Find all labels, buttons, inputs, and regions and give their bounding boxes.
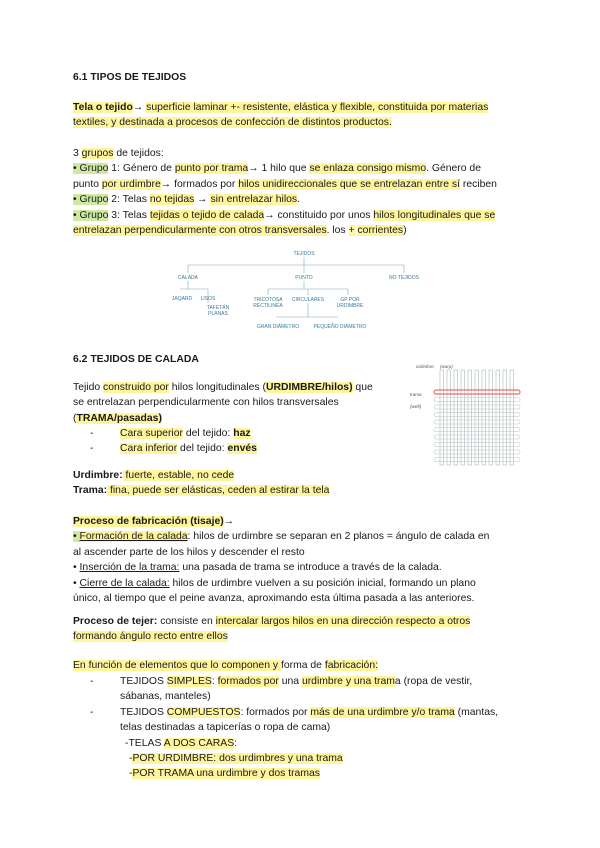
text: hilos de urdimbre vuelven a su posición inicial, formando un plano <box>169 577 476 589</box>
text: único, al tiempo que el peine avanza, aproximando esta última pasada a las anteriores. <box>73 593 475 605</box>
urdimbre-label: Urdimbre: <box>73 470 123 481</box>
text: TEJIDOS <box>120 676 167 687</box>
text: una <box>278 676 302 687</box>
urdimbre-term: URDIMBRE/hilos) <box>265 382 353 393</box>
text: En función de elementos que lo componen y <box>73 660 281 671</box>
por-urdimbre-line <box>73 753 343 764</box>
process-title: Proceso de fabricación (tisaje) <box>73 516 224 527</box>
text: por urdimbre <box>101 178 161 190</box>
text: COMPUESTOS <box>166 706 241 718</box>
section-title-calada: 6.2 TEJIDOS DE CALADA <box>73 354 199 365</box>
groups-word: grupos <box>81 148 114 159</box>
tree-tricotosa: TRICOTOSA <box>253 297 283 303</box>
text: fuerte, estable, no cede <box>122 470 235 481</box>
definition-paragraph <box>73 100 527 131</box>
text: tejidas o tejido de calada <box>149 209 265 221</box>
tree-planas: PLANAS <box>208 311 228 317</box>
text: corrientes <box>357 225 404 237</box>
text: Cara inferior <box>120 443 178 455</box>
group-3-label: • Grupo <box>73 209 109 221</box>
tree-no-tejidos: NO TEJIDOS <box>389 275 419 281</box>
definition-term: Tela o tejido <box>73 102 133 113</box>
warp-thread <box>482 370 486 465</box>
warp-thread <box>468 370 472 465</box>
text: no tejidas <box>149 194 195 206</box>
warp-thread <box>461 370 465 465</box>
text: fina, puede ser elásticas, ceden al estirar la tela <box>107 485 330 497</box>
arrow: → <box>223 516 235 527</box>
fabric-types-diagram <box>168 245 440 333</box>
text: punto <box>73 178 102 190</box>
text: telas destinadas a tapicerías o ropa de cama) <box>120 722 331 734</box>
text: Formación de la calada <box>79 531 188 543</box>
text: . los <box>326 225 349 237</box>
section-title-tipos: 6.1 TIPOS DE TEJIDOS <box>73 72 187 83</box>
text: 2: Telas <box>108 194 150 206</box>
text: . Género de <box>426 163 481 175</box>
group-1-label: • Grupo <box>73 163 109 175</box>
tree-punto: PUNTO <box>295 275 313 281</box>
weave-diagram <box>410 360 530 470</box>
text: : <box>234 737 238 749</box>
text: → formados por <box>160 178 239 190</box>
urdimbre-trama-defs <box>73 468 527 499</box>
text: : hilos de urdimbre se separan en 2 planos = ángulo de calada en <box>187 531 490 543</box>
tree-calada: CALADA <box>177 275 199 281</box>
text: más de una urdimbre y/o trama <box>310 706 455 718</box>
bullet: • <box>73 577 80 589</box>
weaving-paragraph <box>73 614 527 645</box>
text: Cara superior <box>120 428 183 439</box>
weave-warp-label-en: (warp) <box>440 364 453 369</box>
text: sábanas, manteles) <box>120 691 211 703</box>
tree-circulares: CIRCULARES <box>291 297 325 303</box>
tree-gp-por: GP POR <box>340 297 360 303</box>
warp-thread <box>503 370 507 465</box>
warp-thread <box>510 370 514 465</box>
process-paragraph <box>73 514 527 606</box>
tree-tafetan: TAFETÁN <box>206 305 230 311</box>
warp-thread <box>496 370 500 465</box>
text: entrelazan perpendicularmente con otros transversales <box>73 225 327 237</box>
text: sin entrelazar hilos <box>210 194 298 206</box>
text: - <box>129 753 133 765</box>
text: 1: Género de <box>108 163 175 175</box>
text: que <box>352 382 373 393</box>
dash: - <box>90 443 94 455</box>
text: : formados por <box>240 706 311 718</box>
text: A DOS CARAS <box>163 737 235 749</box>
tree-root: TEJIDOS <box>293 251 315 257</box>
por-trama-line <box>73 768 320 779</box>
tree-jaqard: JAQARD <box>171 296 193 302</box>
text: del tejido: <box>177 443 228 455</box>
dash: - <box>90 428 94 439</box>
warp-thread <box>440 370 444 465</box>
bullet: • <box>73 531 80 543</box>
text: → constituido por unos <box>264 209 374 221</box>
warp-thread <box>489 370 493 465</box>
text: + <box>348 225 355 237</box>
dash: - <box>90 706 94 718</box>
text: formando ángulo recto entre ellos <box>73 631 228 643</box>
text: 3 <box>73 148 82 159</box>
bullet: • <box>73 562 80 574</box>
text: SIMPLES <box>166 676 212 687</box>
text: TEJIDOS <box>120 706 167 718</box>
tree-rectilinea: RECTILINEA <box>253 303 283 309</box>
text: consiste en <box>157 616 216 627</box>
text: ( <box>73 412 77 424</box>
text: dos urdimbres y una trama <box>219 753 343 765</box>
warp-thread <box>475 370 479 465</box>
text: . <box>297 194 300 206</box>
text: de tejidos: <box>113 148 164 159</box>
text: reciben <box>460 178 497 190</box>
text: se entrelazan perpendicularmente con hilos transversales <box>73 397 339 409</box>
definition-text-1: superficie laminar +- resistente, elástica y flexible, constituida por materias <box>146 102 489 113</box>
text: se enlaza consigo mismo <box>309 163 427 175</box>
text: Inserción de la trama: <box>79 562 180 574</box>
warp-thread <box>447 370 451 465</box>
text: intercalar largos hilos en una dirección respecto a otros <box>215 616 471 627</box>
trama-label: Trama: <box>73 485 108 497</box>
weave-weft-label-en: (weft) <box>410 404 422 409</box>
text: → <box>194 194 211 206</box>
haz-term: haz <box>233 428 251 439</box>
elements-list <box>73 674 527 782</box>
text: hilos longitudinales ( <box>168 382 266 393</box>
text: punto por trama <box>174 163 249 175</box>
text: → 1 hilo que <box>248 163 310 175</box>
enves-term: envés <box>227 443 257 455</box>
text: urdimbre y una tram <box>301 676 395 687</box>
text: : <box>211 676 218 687</box>
elements-intro <box>73 658 527 673</box>
calada-paragraph <box>73 380 393 426</box>
text: ) <box>403 225 407 237</box>
tree-pequeno-diametro: PEQUEÑO DIÁMETRO <box>313 324 367 330</box>
tree-lisos: LISOS <box>200 296 216 302</box>
trama-term: TRAMA/pasadas) <box>76 412 162 424</box>
text: POR URDIMBRE: <box>132 753 220 765</box>
text: construido por <box>103 382 169 393</box>
text: una pasada de trama se introduce a través de la calada. <box>179 562 442 574</box>
text: hilos longitudinales que se <box>373 209 496 221</box>
definition-text-2: textiles, y destinada a procesos de confección de distintos productos. <box>73 117 392 129</box>
text: Tejido <box>73 382 104 393</box>
groups-paragraph <box>73 146 527 238</box>
group-2-label: • Grupo <box>73 194 109 206</box>
text: - <box>129 768 133 780</box>
weave-weft-label: trama <box>410 392 422 397</box>
text: (mantas, <box>454 706 499 718</box>
text: del tejido: <box>182 428 234 439</box>
text: una urdimbre y dos tramas <box>196 768 320 780</box>
dos-caras-line <box>73 738 237 749</box>
text: -TELAS <box>125 737 164 749</box>
weaving-term: Proceso de tejer: <box>73 616 158 627</box>
tree-gran-diametro: GRAN DIÁMETRO <box>256 324 300 330</box>
text: al ascender parte de los hilos y descender el resto <box>73 546 305 558</box>
text: formados por <box>217 676 279 687</box>
warp-thread <box>454 370 458 465</box>
text: fabricación: <box>324 660 378 671</box>
text: hilos unidireccionales que se entrelazan entre sí <box>238 178 460 190</box>
tree-urdimbre: URDIMBRE <box>336 303 364 309</box>
text: 3: Telas <box>108 209 150 221</box>
dash: - <box>90 676 94 687</box>
weave-warp-threads <box>440 370 514 465</box>
text: Cierre de la calada: <box>79 577 170 589</box>
text: forma de <box>280 660 325 671</box>
arrow: → <box>132 102 144 113</box>
weave-warp-label: urdimbre <box>416 364 434 369</box>
text: a (ropa de vestir, <box>394 676 473 687</box>
text: POR TRAMA <box>132 768 197 780</box>
